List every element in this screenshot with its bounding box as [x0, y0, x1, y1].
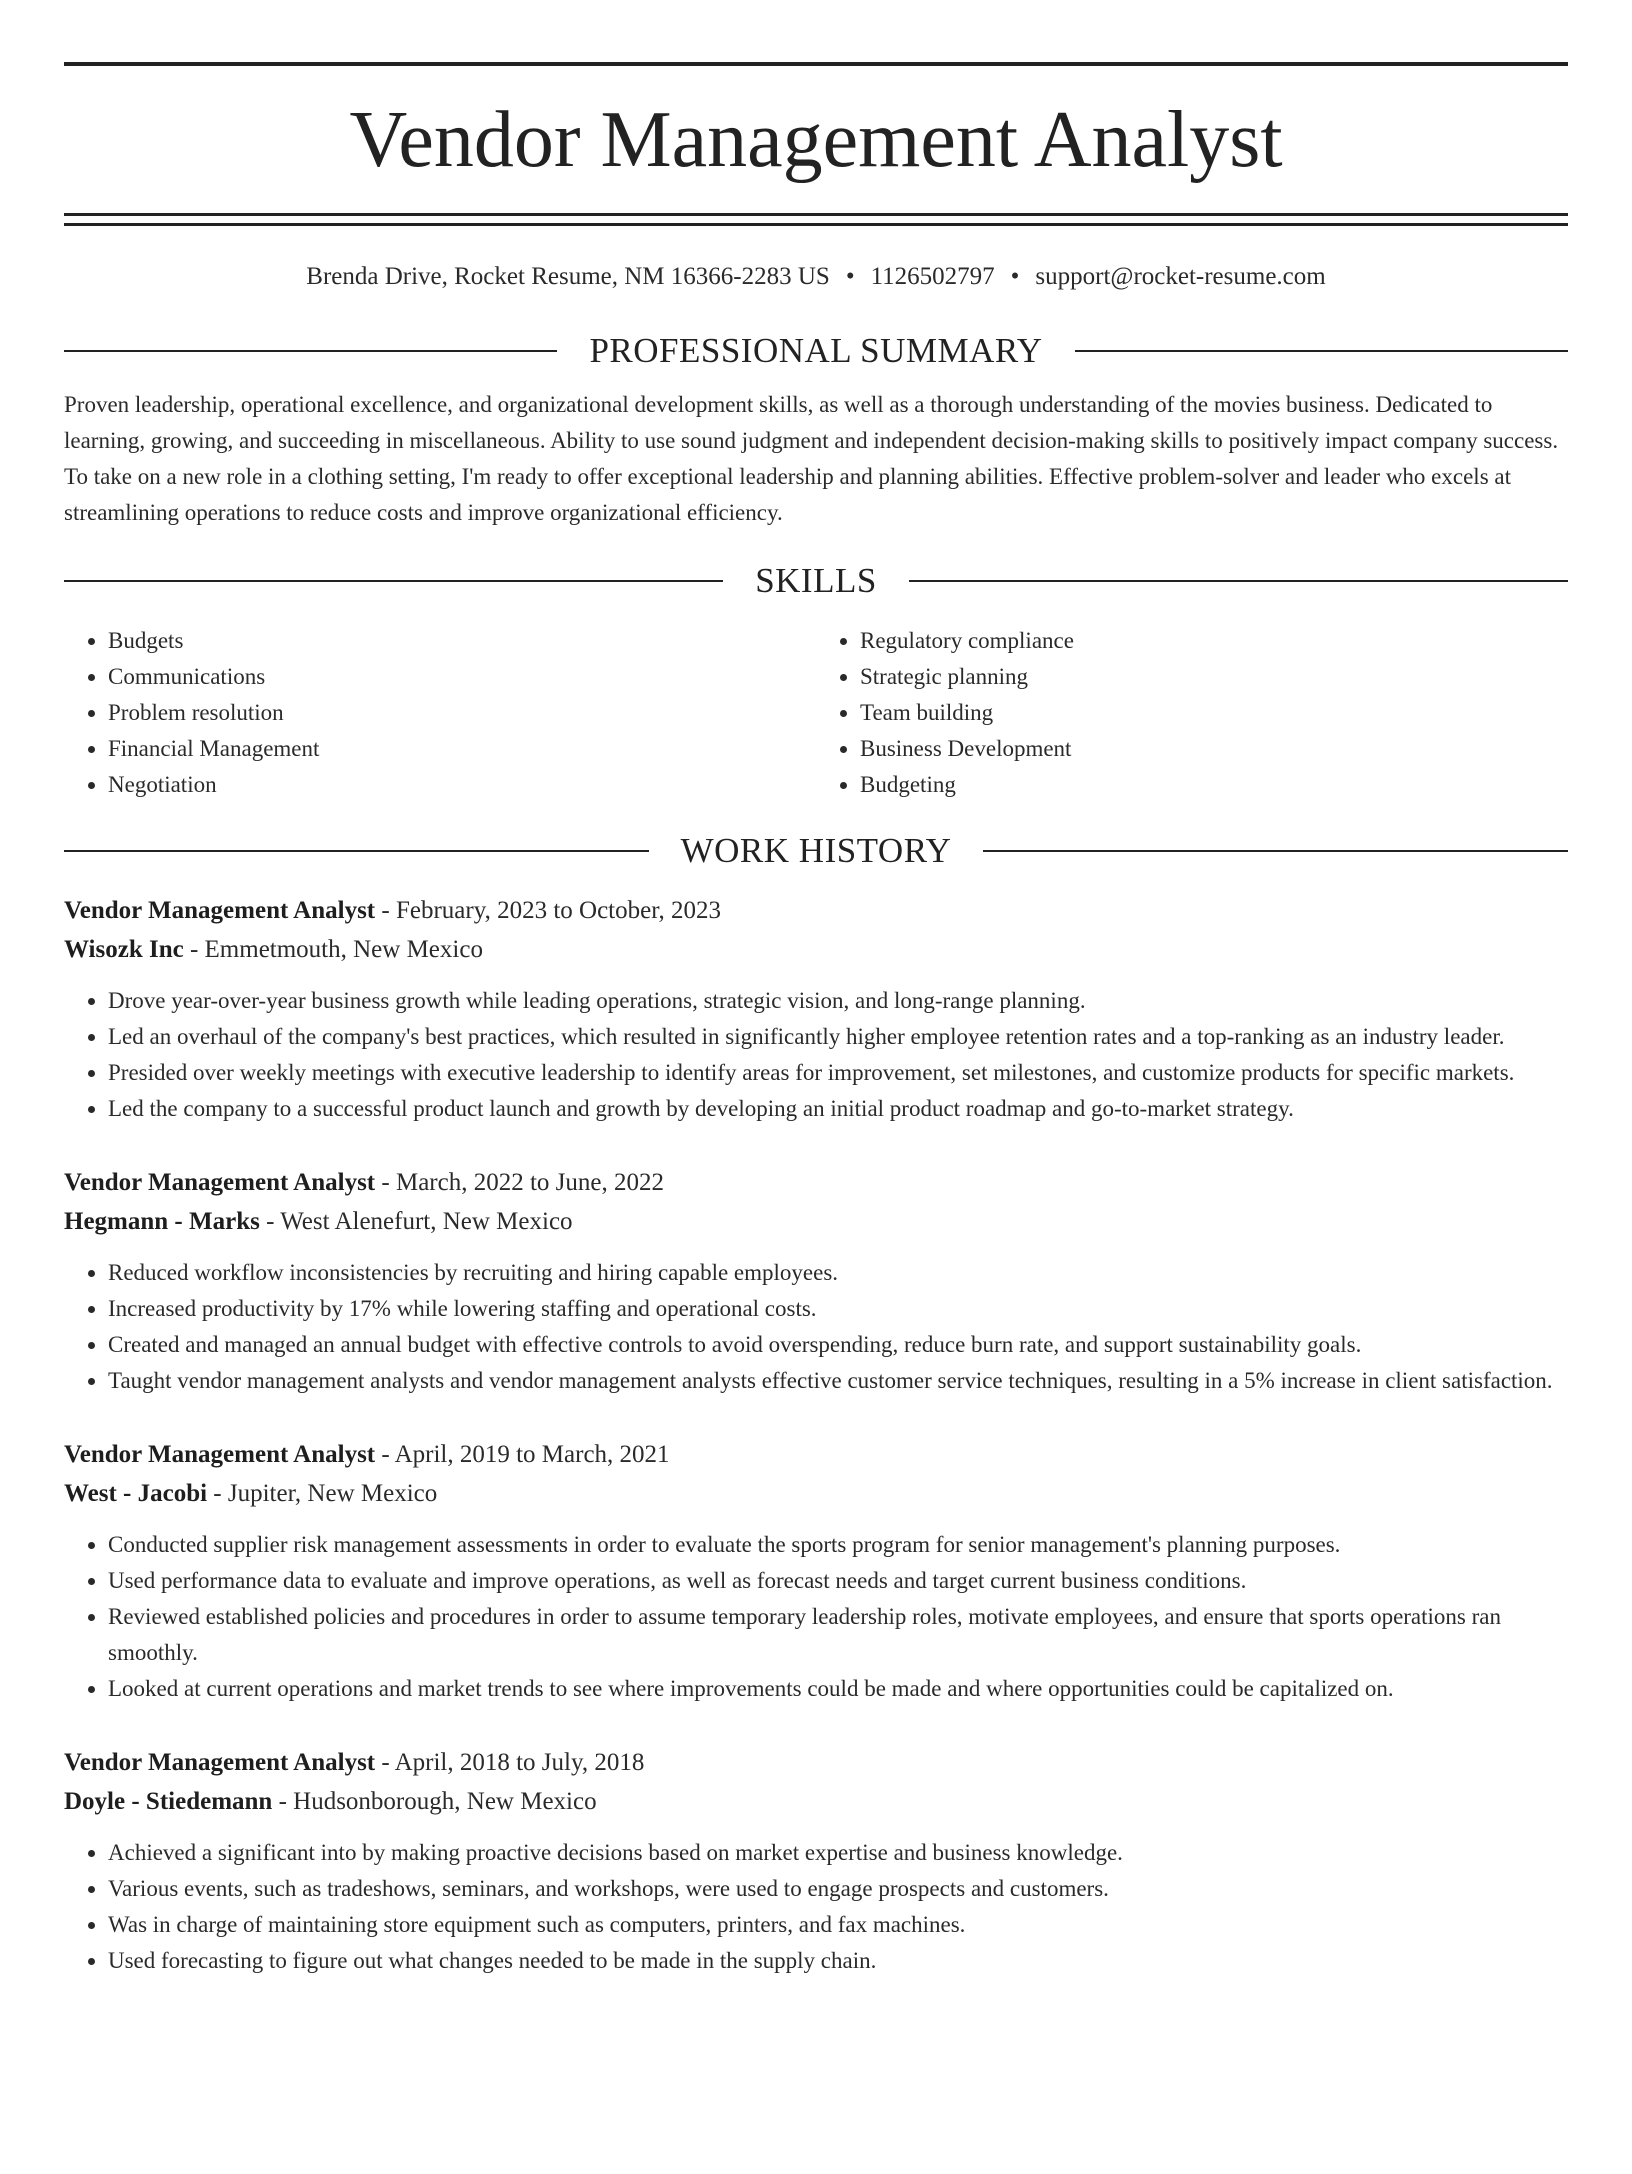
contact-separator: •: [845, 263, 855, 290]
job-title-line: [64, 891, 1568, 930]
job-bullet: • Increased productivity by 17% while lowering staffing and operational costs.: [108, 1291, 1568, 1327]
skill-item: • Negotiation: [108, 767, 816, 803]
job-company-line: [64, 930, 1568, 969]
work-heading-row: [64, 831, 1568, 871]
work-heading: WORK HISTORY: [680, 831, 952, 870]
skill-item: • Budgets: [108, 623, 816, 659]
job-location: - Jupiter, New Mexico: [207, 1480, 438, 1507]
job-bullets: [64, 983, 1568, 1127]
job-bullets: [64, 1255, 1568, 1399]
heading-rule-left: [64, 850, 649, 852]
job-bullet: • Presided over weekly meetings with executive leadership to identify areas for improvement, set milestones, and customize products for specific markets.: [108, 1055, 1568, 1091]
job-title: Vendor Management Analyst: [64, 1749, 376, 1776]
job-title: Vendor Management Analyst: [64, 1441, 376, 1468]
heading-rule-right: [983, 850, 1568, 852]
skills-list-right: [816, 623, 1568, 803]
job-dates: - April, 2018 to July, 2018: [375, 1749, 645, 1776]
job-bullet: • Reviewed established policies and procedures in order to assume temporary leadership roles, motivate employees, and ensure that sports operations ran smoothly.: [108, 1599, 1568, 1671]
job-company: West - Jacobi: [64, 1480, 208, 1507]
job-dates: - March, 2022 to June, 2022: [375, 1169, 664, 1196]
job-title-line: [64, 1743, 1568, 1782]
job-bullet: • Created and managed an annual budget with effective controls to avoid overspending, reduce burn rate, and support sustainability goals.: [108, 1327, 1568, 1363]
contact-separator: •: [1010, 263, 1020, 290]
job-company: Wisozk Inc: [64, 936, 184, 963]
job-entry: [64, 891, 1568, 1127]
job-company: Doyle - Stiedemann: [64, 1788, 273, 1815]
job-bullet: • Various events, such as tradeshows, seminars, and workshops, were used to engage prospects and customers.: [108, 1871, 1568, 1907]
job-bullet: • Used performance data to evaluate and improve operations, as well as forecast needs and target current business conditions.: [108, 1563, 1568, 1599]
skills-columns: [64, 623, 1568, 803]
top-rule: [64, 62, 1568, 66]
job-bullet: • Conducted supplier risk management assessments in order to evaluate the sports program for senior management's planning purposes.: [108, 1527, 1568, 1563]
job-company-line: [64, 1782, 1568, 1821]
job-bullet: • Led the company to a successful product launch and growth by developing an initial product roadmap and go-to-market strategy.: [108, 1091, 1568, 1127]
job-company-line: [64, 1202, 1568, 1241]
contact-line: [64, 261, 1568, 293]
job-dates: - April, 2019 to March, 2021: [375, 1441, 670, 1468]
title-double-rule-upper: [64, 213, 1568, 216]
skills-heading-row: [64, 561, 1568, 601]
job-location: - Hudsonborough, New Mexico: [272, 1788, 597, 1815]
skill-item: • Communications: [108, 659, 816, 695]
skill-item: • Team building: [860, 695, 1568, 731]
resume-title: Vendor Management Analyst: [349, 96, 1283, 184]
job-bullet: • Looked at current operations and market trends to see where improvements could be made and where opportunities could be capitalized on.: [108, 1671, 1568, 1707]
job-dates: - February, 2023 to October, 2023: [375, 897, 722, 924]
job-title-line: [64, 1435, 1568, 1474]
heading-rule-left: [64, 580, 723, 582]
job-bullets: [64, 1835, 1568, 1979]
skill-item: • Problem resolution: [108, 695, 816, 731]
job-location: - West Alenefurt, New Mexico: [259, 1208, 573, 1235]
summary-heading: PROFESSIONAL SUMMARY: [589, 331, 1043, 370]
skills-list-left: [64, 623, 816, 803]
skill-item: • Strategic planning: [860, 659, 1568, 695]
job-entry: [64, 1435, 1568, 1707]
resume-page: [0, 62, 1632, 2174]
contact-email: support@rocket-resume.com: [1035, 263, 1326, 290]
job-bullet: • Was in charge of maintaining store equipment such as computers, printers, and fax machines.: [108, 1907, 1568, 1943]
skill-item: • Financial Management: [108, 731, 816, 767]
job-location: - Emmetmouth, New Mexico: [183, 936, 483, 963]
skills-heading: SKILLS: [755, 561, 877, 600]
job-bullet: • Taught vendor management analysts and vendor management analysts effective customer service techniques, resulting in a 5% increase in client satisfaction.: [108, 1363, 1568, 1399]
skill-item: • Business Development: [860, 731, 1568, 767]
heading-rule-left: [64, 350, 557, 352]
job-bullet: • Achieved a significant into by making proactive decisions based on market expertise and business knowledge.: [108, 1835, 1568, 1871]
job-entry: [64, 1743, 1568, 1979]
job-bullet: • Led an overhaul of the company's best practices, which resulted in significantly higher employee retention rates and a top-ranking as an industry leader.: [108, 1019, 1568, 1055]
contact-address: Brenda Drive, Rocket Resume, NM 16366-2283 US: [306, 263, 830, 290]
job-bullets: [64, 1527, 1568, 1707]
contact-phone: 1126502797: [870, 263, 995, 290]
job-title: Vendor Management Analyst: [64, 897, 376, 924]
job-bullet: • Reduced workflow inconsistencies by recruiting and hiring capable employees.: [108, 1255, 1568, 1291]
skill-item: • Regulatory compliance: [860, 623, 1568, 659]
heading-rule-right: [1075, 350, 1568, 352]
job-bullet: • Drove year-over-year business growth while leading operations, strategic vision, and long-range planning.: [108, 983, 1568, 1019]
heading-rule-right: [909, 580, 1568, 582]
job-entry: [64, 1163, 1568, 1399]
job-bullet: • Used forecasting to figure out what changes needed to be made in the supply chain.: [108, 1943, 1568, 1979]
job-title: Vendor Management Analyst: [64, 1169, 376, 1196]
title-double-rule-lower: [64, 223, 1568, 226]
summary-heading-row: [64, 331, 1568, 371]
skill-item: • Budgeting: [860, 767, 1568, 803]
summary-text: Proven leadership, operational excellence, and organizational development skills, as well as a thorough understanding of the movies business. Dedicated to learning, growing, and succeeding in miscellaneous. Ability to use sound judgment and independent decision-making skills to positively impact company success. To take on a new role in a clothing setting, I'm ready to offer exceptional leadership and planning abilities. Effective problem-solver and leader who excels at streamlining operations to reduce costs and improve organizational efficiency.: [64, 392, 1559, 525]
job-company-line: [64, 1474, 1568, 1513]
job-company: Hegmann - Marks: [64, 1208, 260, 1235]
job-title-line: [64, 1163, 1568, 1202]
